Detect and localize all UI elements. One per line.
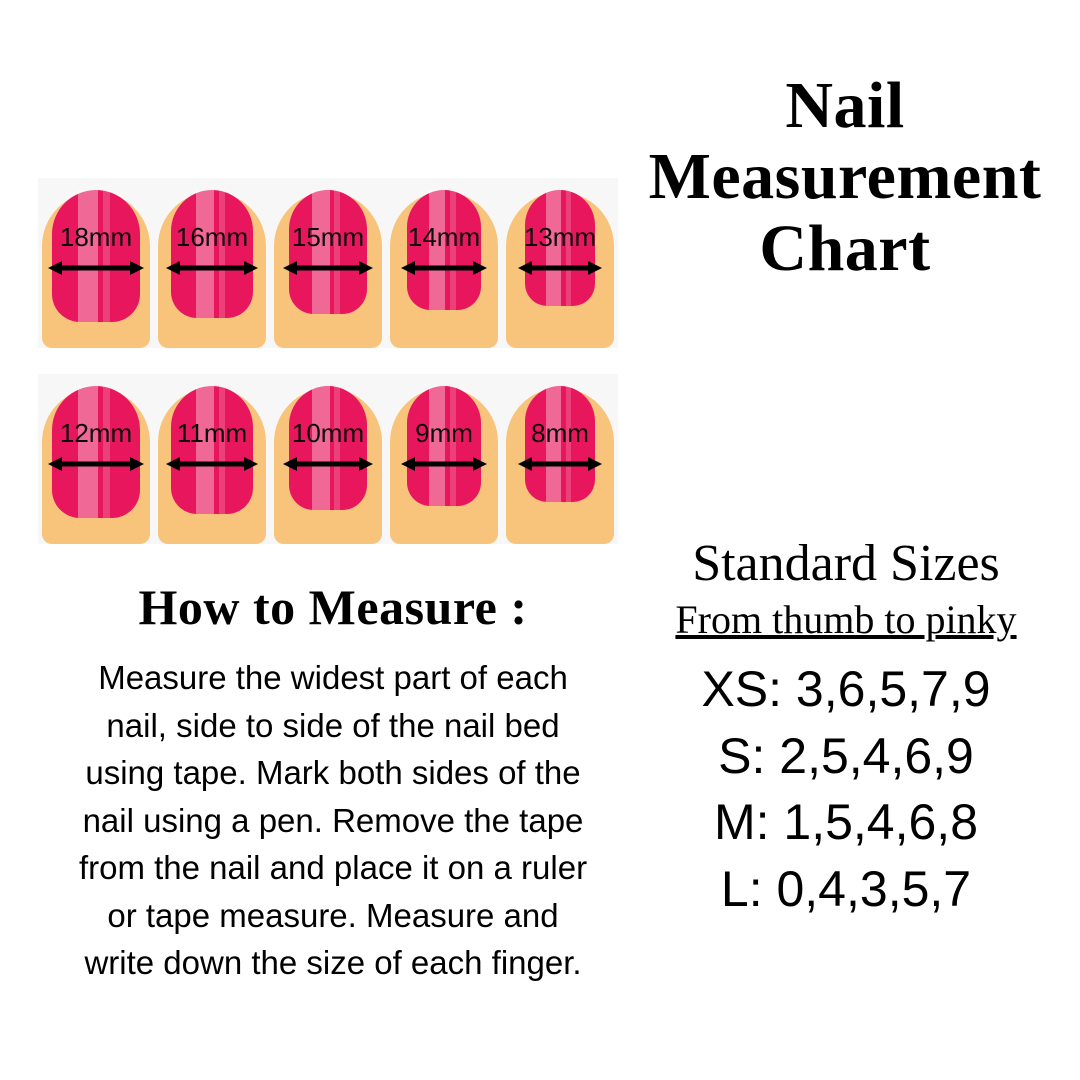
nail-sample: [386, 374, 502, 544]
measure-arrow-icon: [518, 454, 602, 474]
nail-sample: [38, 374, 154, 544]
how-to-measure-section: [60, 578, 606, 987]
nail-shine-secondary: [103, 386, 110, 518]
nail-size-label: 13mm: [523, 222, 597, 252]
nail-shine: [196, 190, 214, 318]
measure-arrow-icon: [401, 258, 487, 278]
standard-sizes-section: [620, 535, 1072, 922]
measure-arrow-icon: [283, 454, 373, 474]
nail-shine: [78, 386, 97, 518]
nail-size-label: 9mm: [415, 418, 473, 448]
how-to-measure-heading: How to Measure :: [138, 579, 528, 635]
nail-sample: [154, 178, 270, 348]
nail-shine: [196, 386, 214, 514]
page-title-line-2: Measurement: [648, 140, 1042, 214]
size-entry-s: S: 2,5,4,6,9: [718, 727, 974, 784]
nail-size-label: 15mm: [291, 222, 365, 252]
nail-sample: [270, 374, 386, 544]
nail-size-label: 11mm: [176, 418, 248, 448]
nail-sample: [386, 178, 502, 348]
nail-sample: [38, 178, 154, 348]
standard-sizes-heading: Standard Sizes: [692, 535, 1000, 592]
standard-sizes-subheading: From thumb to pinky: [675, 597, 1017, 643]
nail-size-label: 16mm: [175, 222, 249, 252]
nail-sample: [270, 178, 386, 348]
measure-arrow-icon: [48, 454, 144, 474]
nail-size-label: 18mm: [59, 222, 133, 252]
nail-shine-secondary: [103, 190, 110, 322]
nail-size-label: 10mm: [291, 418, 365, 448]
nail-shape: [171, 386, 253, 514]
nail-shape: [52, 386, 140, 518]
size-entry-m: M: 1,5,4,6,8: [713, 794, 979, 851]
page-title: [620, 70, 1070, 284]
nail-shine-secondary: [219, 386, 226, 514]
measure-arrow-icon: [518, 258, 602, 278]
measure-arrow-icon: [401, 454, 487, 474]
nail-sample: [502, 178, 618, 348]
nail-shine: [78, 190, 97, 322]
nail-shape: [171, 190, 253, 318]
nail-shine-secondary: [219, 190, 226, 318]
measure-arrow-icon: [166, 454, 258, 474]
measure-arrow-icon: [283, 258, 373, 278]
page-title-line-3: Chart: [759, 211, 931, 285]
nail-row-bottom: [38, 374, 618, 544]
how-to-measure-text: Measure the widest part of each nail, side to side of the nail bed using tape. Mark both sides of the nail using a pen. Remove the tape from the nail and place it on a ruler or tape measure. Measure and write down the size of each finger.: [78, 659, 588, 982]
measure-arrow-icon: [166, 258, 258, 278]
size-entry-xs: XS: 3,6,5,7,9: [701, 661, 991, 718]
nail-size-label: 8mm: [531, 418, 589, 448]
nail-sample: [154, 374, 270, 544]
page-title-line-1: Nail: [785, 69, 905, 142]
measure-arrow-icon: [48, 258, 144, 278]
size-entry-l: L: 0,4,3,5,7: [720, 860, 972, 917]
nail-sample: [502, 374, 618, 544]
nail-row-top: [38, 178, 618, 348]
nail-shape: [52, 190, 140, 322]
nail-size-chart: [38, 178, 618, 570]
nail-size-label: 12mm: [59, 418, 133, 448]
nail-size-label: 14mm: [407, 222, 481, 252]
